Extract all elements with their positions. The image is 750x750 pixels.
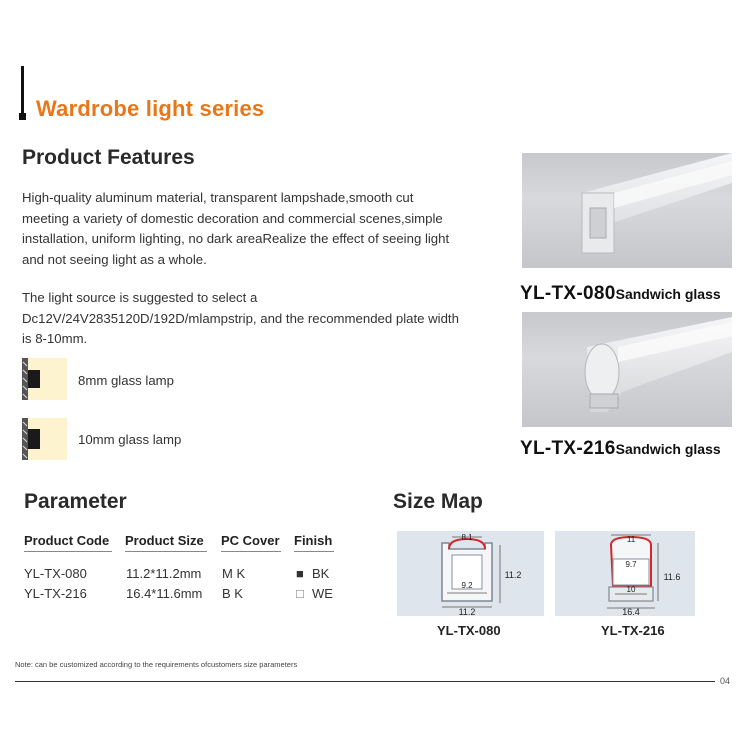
product-desc-080: Sandwich glass [615, 286, 721, 302]
dim-inner-bottom-216: 10 [626, 585, 636, 594]
row2-code: YL-TX-216 [24, 586, 87, 601]
col-header-product-code: Product Code [24, 533, 110, 548]
row1-size: 11.2*11.2mm [126, 566, 202, 581]
header-bar-foot [19, 113, 26, 120]
page-number: 04 [720, 676, 731, 686]
lamp-10mm-label: 10mm glass lamp [78, 432, 182, 447]
dim-height-216: 11.6 [663, 572, 681, 582]
row1-code: YL-TX-080 [24, 566, 87, 581]
dim-inner-080: 9.2 [461, 581, 473, 590]
col-header-pc-cover: PC Cover [221, 533, 280, 548]
product-desc-216: Sandwich glass [615, 441, 721, 457]
product-code-080: YL-TX-080 [520, 283, 616, 304]
header-bar [21, 66, 24, 116]
row1-cover: M K [222, 566, 246, 581]
lamp-10mm-icon [22, 418, 67, 465]
product-code-216: YL-TX-216 [520, 438, 616, 459]
col-underline [125, 551, 207, 552]
row2-size: 16.4*11.6mm [126, 586, 203, 601]
size-label-080: YL-TX-080 [437, 623, 501, 638]
size-diagram-080 [397, 531, 544, 616]
features-paragraph-1: High-quality aluminum material, transparent lampshade,smooth cut meeting a variety of domestic decoration and commercial scenes,simple installation, uniform lighting, no dark areaRealize the effect of seeing light and not seeing light as a whole. [22, 190, 450, 267]
lamp-8mm-icon [22, 358, 67, 405]
features-heading: Product Features [22, 146, 195, 169]
row2-finish: WE [312, 586, 333, 601]
product-photo-216 [522, 312, 732, 427]
size-diagram-216 [555, 531, 695, 616]
footer-rule [15, 681, 715, 682]
size-map-heading: Size Map [393, 490, 483, 513]
product-caption-216 [520, 438, 721, 460]
series-title: Wardrobe light series [36, 96, 265, 121]
col-underline [24, 551, 112, 552]
col-underline [294, 551, 334, 552]
col-header-product-size: Product Size [125, 533, 204, 548]
features-paragraph-2: The light source is suggested to select a Dc12V/24V2835120D/192D/mlampstrip, and the recommended plate width is 8-10mm. [22, 290, 459, 346]
size-label-216: YL-TX-216 [601, 623, 665, 638]
dim-bottom-216: 16.4 [622, 607, 640, 616]
dim-inner-216: 9.7 [625, 560, 637, 569]
col-header-finish: Finish [294, 533, 333, 548]
row1-finish-swatch: ■ [296, 566, 304, 581]
row1-finish: BK [312, 566, 330, 581]
dim-top-216: 11 [626, 535, 636, 544]
parameter-heading: Parameter [24, 490, 127, 513]
footer-note: Note: can be customized according to the requirements ofcustomers size parameters [15, 660, 298, 669]
dim-top-080: 8.1 [461, 533, 473, 542]
product-photo-080 [522, 153, 732, 268]
product-caption-080 [520, 283, 721, 305]
row2-finish-swatch: □ [296, 586, 304, 601]
dim-height-080: 11.2 [504, 570, 522, 580]
row2-cover: B K [222, 586, 243, 601]
lamp-8mm-label: 8mm glass lamp [78, 373, 175, 388]
col-underline [221, 551, 281, 552]
dim-bottom-080: 11.2 [458, 607, 476, 616]
